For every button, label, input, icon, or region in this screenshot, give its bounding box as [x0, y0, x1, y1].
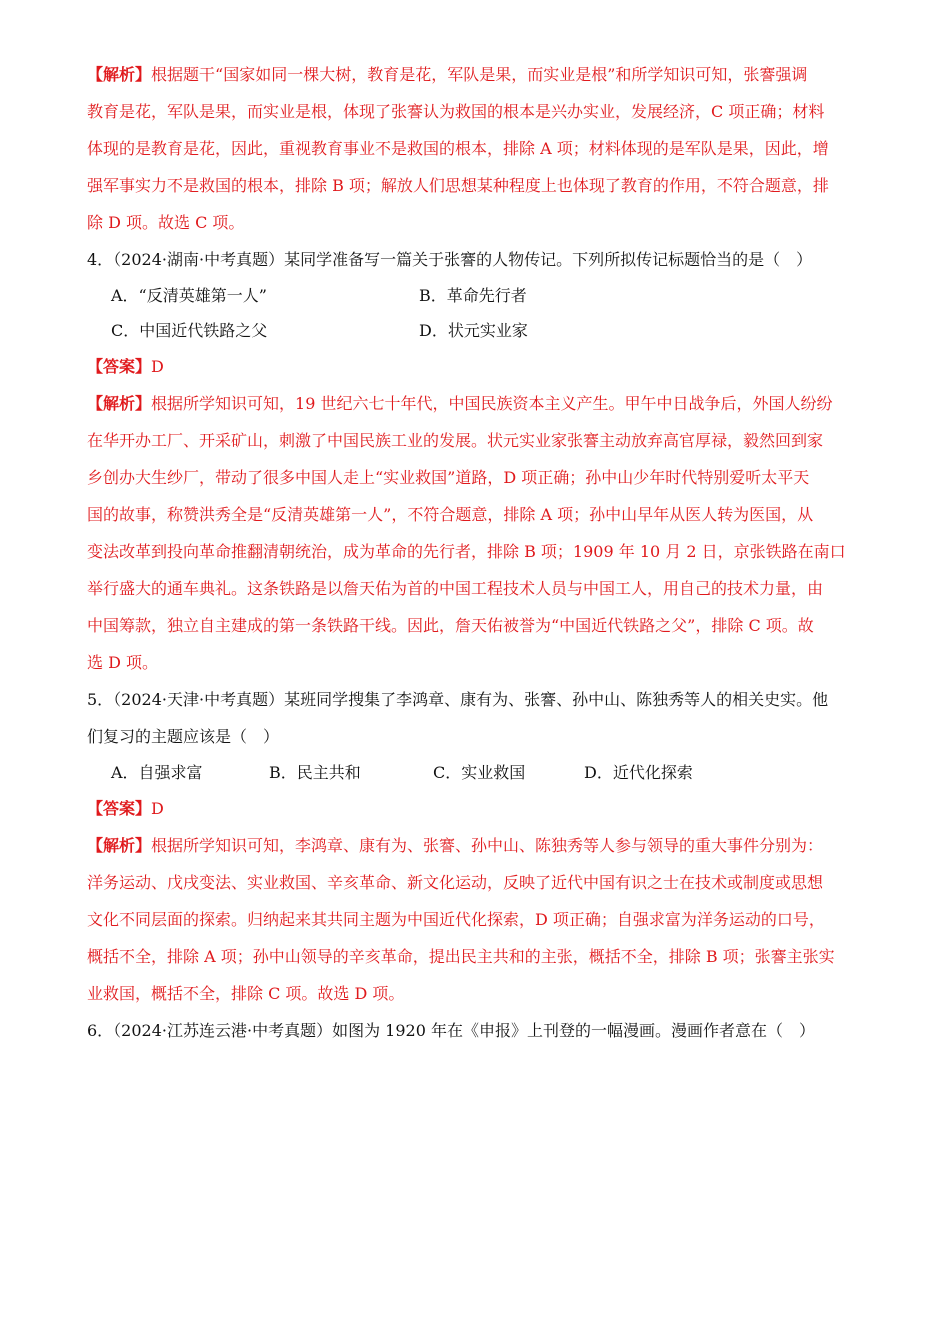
answer-tag: 【答案】 [87, 357, 152, 376]
option-a: A．“反清英雄第一人” [111, 286, 267, 305]
answer-value: D [151, 799, 164, 818]
option-row [87, 313, 862, 348]
question-4 [87, 241, 862, 681]
analysis-tag: 【解析】 [87, 65, 152, 84]
answer-value: D [151, 357, 164, 376]
analysis-line: 在华开办工厂、开采矿山，刺激了中国民族工业的发展。状元实业家张謇主动放弃高官厚禄，毅然回到家 [87, 431, 824, 450]
option-c: C．实业救国 [433, 763, 526, 782]
answer-tag: 【答案】 [87, 799, 152, 818]
analysis-line: 强军事实力不是救国的根本，排除 B 项；解放人们思想某种程度上也体现了教育的作用，不符合题意，排 [87, 176, 829, 195]
analysis-line: 洋务运动、戊戌变法、实业救国、辛亥革命、新文化运动，反映了近代中国有识之士在技术或制度或思想 [87, 873, 824, 892]
option-row [87, 278, 862, 313]
analysis-q3 [87, 56, 862, 241]
analysis-line: 中国筹款，独立自主建成的第一条铁路干线。因此，詹天佑被誉为“中国近代铁路之父”，排除 C 项。故 [87, 616, 814, 635]
analysis-line: 除 D 项。故选 C 项。 [87, 213, 245, 232]
answer-line [87, 790, 862, 827]
analysis-tag: 【解析】 [87, 836, 152, 855]
question-5 [87, 681, 862, 1012]
analysis-tag: 【解析】 [87, 394, 152, 413]
question-6 [87, 1012, 862, 1049]
option-c: C．中国近代铁路之父 [111, 321, 268, 340]
analysis-line: 【解析】根据所学知识可知，19 世纪六七十年代，中国民族资本主义产生。甲午中日战争后，外国人纷纷 [87, 394, 833, 413]
question-stem: 5．（2024·天津·中考真题）某班同学搜集了李鸿章、康有为、张謇、孙中山、陈独秀等人的相关史实。他 [87, 690, 829, 709]
option-b: B．民主共和 [269, 763, 361, 782]
question-stem: 6．（2024·江苏连云港·中考真题）如图为 1920 年在《申报》上刊登的一幅漫画。漫画作者意在（ ） [87, 1021, 815, 1040]
question-stem: 们复习的主题应该是（ ） [87, 727, 280, 746]
analysis-line: 概括不全，排除 A 项；孙中山领导的辛亥革命，提出民主共和的主张，概括不全，排除 B 项；张謇主张实 [87, 947, 835, 966]
analysis-line: 体现的是教育是花，因此，重视教育事业不是救国的根本，排除 A 项；材料体现的是军队是果，因此，增 [87, 139, 829, 158]
analysis-line: 国的故事，称赞洪秀全是“反清英雄第一人”，不符合题意，排除 A 项；孙中山早年从医人转为医国，从 [87, 505, 814, 524]
analysis-line: 【解析】根据所学知识可知，李鸿章、康有为、张謇、孙中山、陈独秀等人参与领导的重大事件分别为： [87, 836, 824, 855]
option-b: B．革命先行者 [419, 286, 527, 305]
question-stem: 4．（2024·湖南·中考真题）某同学准备写一篇关于张謇的人物传记。下列所拟传记标题恰当的是（ ） [87, 250, 813, 269]
analysis-line: 变法改革到投向革命推翻清朝统治，成为革命的先行者，排除 B 项；1909 年 10 月 2 日，京张铁路在南口 [87, 542, 846, 561]
analysis-line: 乡创办大生纱厂，带动了很多中国人走上“实业救国”道路，D 项正确；孙中山少年时代特别爱听太平天 [87, 468, 810, 487]
analysis-line: 教育是花，军队是果，而实业是根，体现了张謇认为救国的根本是兴办实业，发展经济，C 项正确；材料 [87, 102, 825, 121]
option-a: A．自强求富 [111, 763, 203, 782]
option-row [87, 755, 862, 790]
analysis-line: 业救国，概括不全，排除 C 项。故选 D 项。 [87, 984, 405, 1003]
analysis-line: 文化不同层面的探索。归纳起来其共同主题为中国近代化探索，D 项正确；自强求富为洋务运动的口号， [87, 910, 825, 929]
analysis-line: 举行盛大的通车典礼。这条铁路是以詹天佑为首的中国工程技术人员与中国工人，用自己的技术力量，由 [87, 579, 824, 598]
answer-line [87, 348, 862, 385]
document-body [87, 56, 862, 1049]
analysis-line: 【解析】根据题干“国家如同一棵大树，教育是花，军队是果，而实业是根”和所学知识可知，张謇强调 [87, 65, 808, 84]
option-d: D．近代化探索 [584, 763, 693, 782]
option-d: D．状元实业家 [419, 321, 528, 340]
analysis-line: 选 D 项。 [87, 653, 159, 672]
